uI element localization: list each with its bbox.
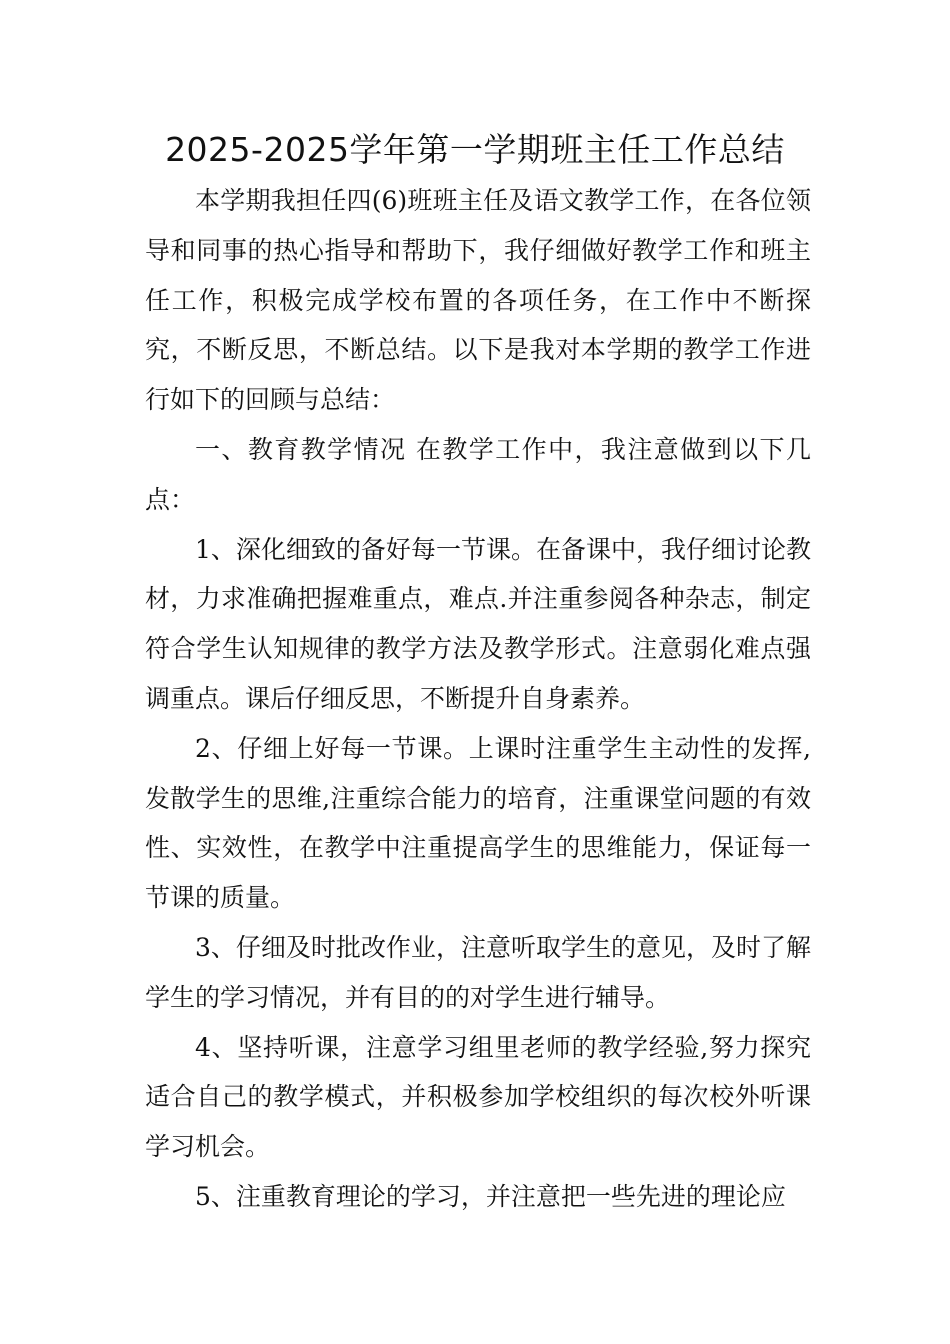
document-body xyxy=(145,176,811,1222)
document-title: 2025-2025学年第一学期班主任工作总结 xyxy=(165,130,785,169)
paragraph-point-1: 1、深化细致的备好每一节课。在备课中，我仔细讨论教材，力求准确把握难重点，难点.并注重参阅各种杂志，制定符合学生认知规律的教学方法及教学形式。注意弱化难点强调重点。课后仔细反思，不断提升自身素养。 xyxy=(145,534,811,713)
paragraph-point-2: 2、仔细上好每一节课。上课时注重学生主动性的发挥,发散学生的思维,注重综合能力的培育，注重课堂问题的有效性、实效性，在教学中注重提高学生的思维能力，保证每一节课的质量。 xyxy=(145,733,811,913)
paragraph-point-3: 3、仔细及时批改作业，注意听取学生的意见，及时了解学生的学习情况，并有目的的对学生进行辅导。 xyxy=(145,932,811,1012)
paragraph-section-heading: 一、教育教学情况 在教学工作中，我注意做到以下几点： xyxy=(145,434,811,514)
paragraph-point-4: 4、坚持听课，注意学习组里老师的教学经验,努力探究适合自己的教学模式，并积极参加学校组织的每次校外听课学习机会。 xyxy=(145,1032,811,1162)
paragraph-point-5: 5、注重教育理论的学习，并注意把一些先进的理论应 xyxy=(195,1181,786,1211)
paragraph-intro: 本学期我担任四(6)班班主任及语文教学工作，在各位领导和同事的热心指导和帮助下，我仔细做好教学工作和班主任工作，积极完成学校布置的各项任务，在工作中不断探究，不断反思，不断总结。以下是我对本学期的教学工作进行如下的回顾与总结： xyxy=(145,186,811,415)
